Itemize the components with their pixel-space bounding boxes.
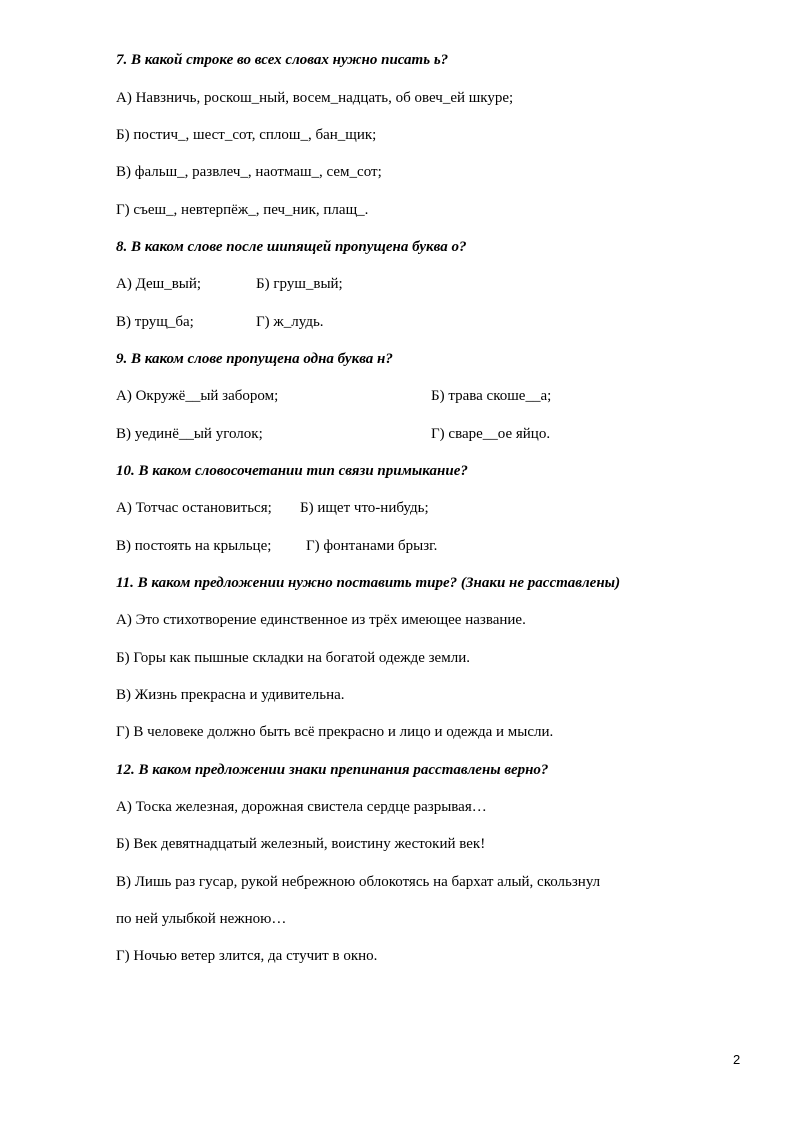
question-9-row-2 [116, 425, 716, 443]
question-8-option-b: Б) груш_вый; [256, 276, 343, 292]
question-12-option-c-continued: по ней улыбкой нежною… [116, 911, 287, 927]
question-8-option-d: Г) ж_лудь. [256, 314, 324, 330]
question-8-title: 8. В каком слове после шипящей пропущена буква о? [116, 239, 467, 255]
question-7-option-c: В) фальш_, развлеч_, наотмаш_, сем_сот; [116, 164, 382, 180]
question-11-option-d: Г) В человеке должно быть всё прекрасно и лицо и одежда и мысли. [116, 724, 554, 740]
question-10-option-d: Г) фонтанами брызг. [306, 538, 438, 554]
question-10-option-c: В) постоять на крыльце; [116, 538, 272, 554]
question-9-option-a: А) Окружё__ый забором; [116, 388, 279, 404]
question-12-option-c: В) Лишь раз гусар, рукой небрежною облокотясь на бархат алый, скользнул [116, 874, 601, 890]
question-10-row-2 [116, 537, 716, 555]
question-8-row-2 [116, 313, 716, 331]
question-9-option-b: Б) трава скоше__а; [431, 388, 552, 404]
question-8-option-a: А) Деш_вый; [116, 276, 202, 292]
question-12-title: 12. В каком предложении знаки препинания расставлены верно? [116, 762, 549, 778]
question-12-option-a: А) Тоска железная, дорожная свистела сердце разрывая… [116, 799, 487, 815]
question-12-option-b: Б) Век девятнадцатый железный, воистину жестокий век! [116, 836, 486, 852]
question-8-row-1 [116, 275, 716, 293]
question-11-title: 11. В каком предложении нужно поставить тире? (Знаки не расставлены) [116, 575, 621, 591]
question-11-option-b: Б) Горы как пышные складки на богатой одежде земли. [116, 650, 470, 666]
question-7-option-d: Г) съеш_, невтерпёж_, печ_ник, плащ_. [116, 202, 369, 218]
question-8-option-c: В) трущ_ба; [116, 314, 194, 330]
question-9-title: 9. В каком слове пропущена одна буква н? [116, 351, 393, 367]
question-7-title: 7. В какой строке во всех словах нужно писать ь? [116, 52, 449, 68]
question-10-option-a: А) Тотчас остановиться; [116, 500, 272, 516]
question-10-option-b: Б) ищет что-нибудь; [300, 500, 429, 516]
question-12-option-d: Г) Ночью ветер злится, да стучит в окно. [116, 948, 378, 964]
question-11-option-c: В) Жизнь прекрасна и удивительна. [116, 687, 345, 703]
question-7-option-a: А) Навзничь, роскош_ный, восем_надцать, об овеч_ей шкуре; [116, 90, 514, 106]
question-9-option-d: Г) сваре__ое яйцо. [431, 426, 551, 442]
question-7-option-b: Б) постич_, шест_сот, сплош_, бан_щик; [116, 127, 377, 143]
question-10-row-1 [116, 499, 716, 517]
question-10-title: 10. В каком словосочетании тип связи примыкание? [116, 463, 468, 479]
page-number: 2 [733, 1052, 741, 1067]
question-9-option-c: В) уединё__ый уголок; [116, 426, 263, 442]
question-11-option-a: А) Это стихотворение единственное из трёх имеющее название. [116, 612, 526, 628]
question-9-row-1 [116, 387, 716, 405]
